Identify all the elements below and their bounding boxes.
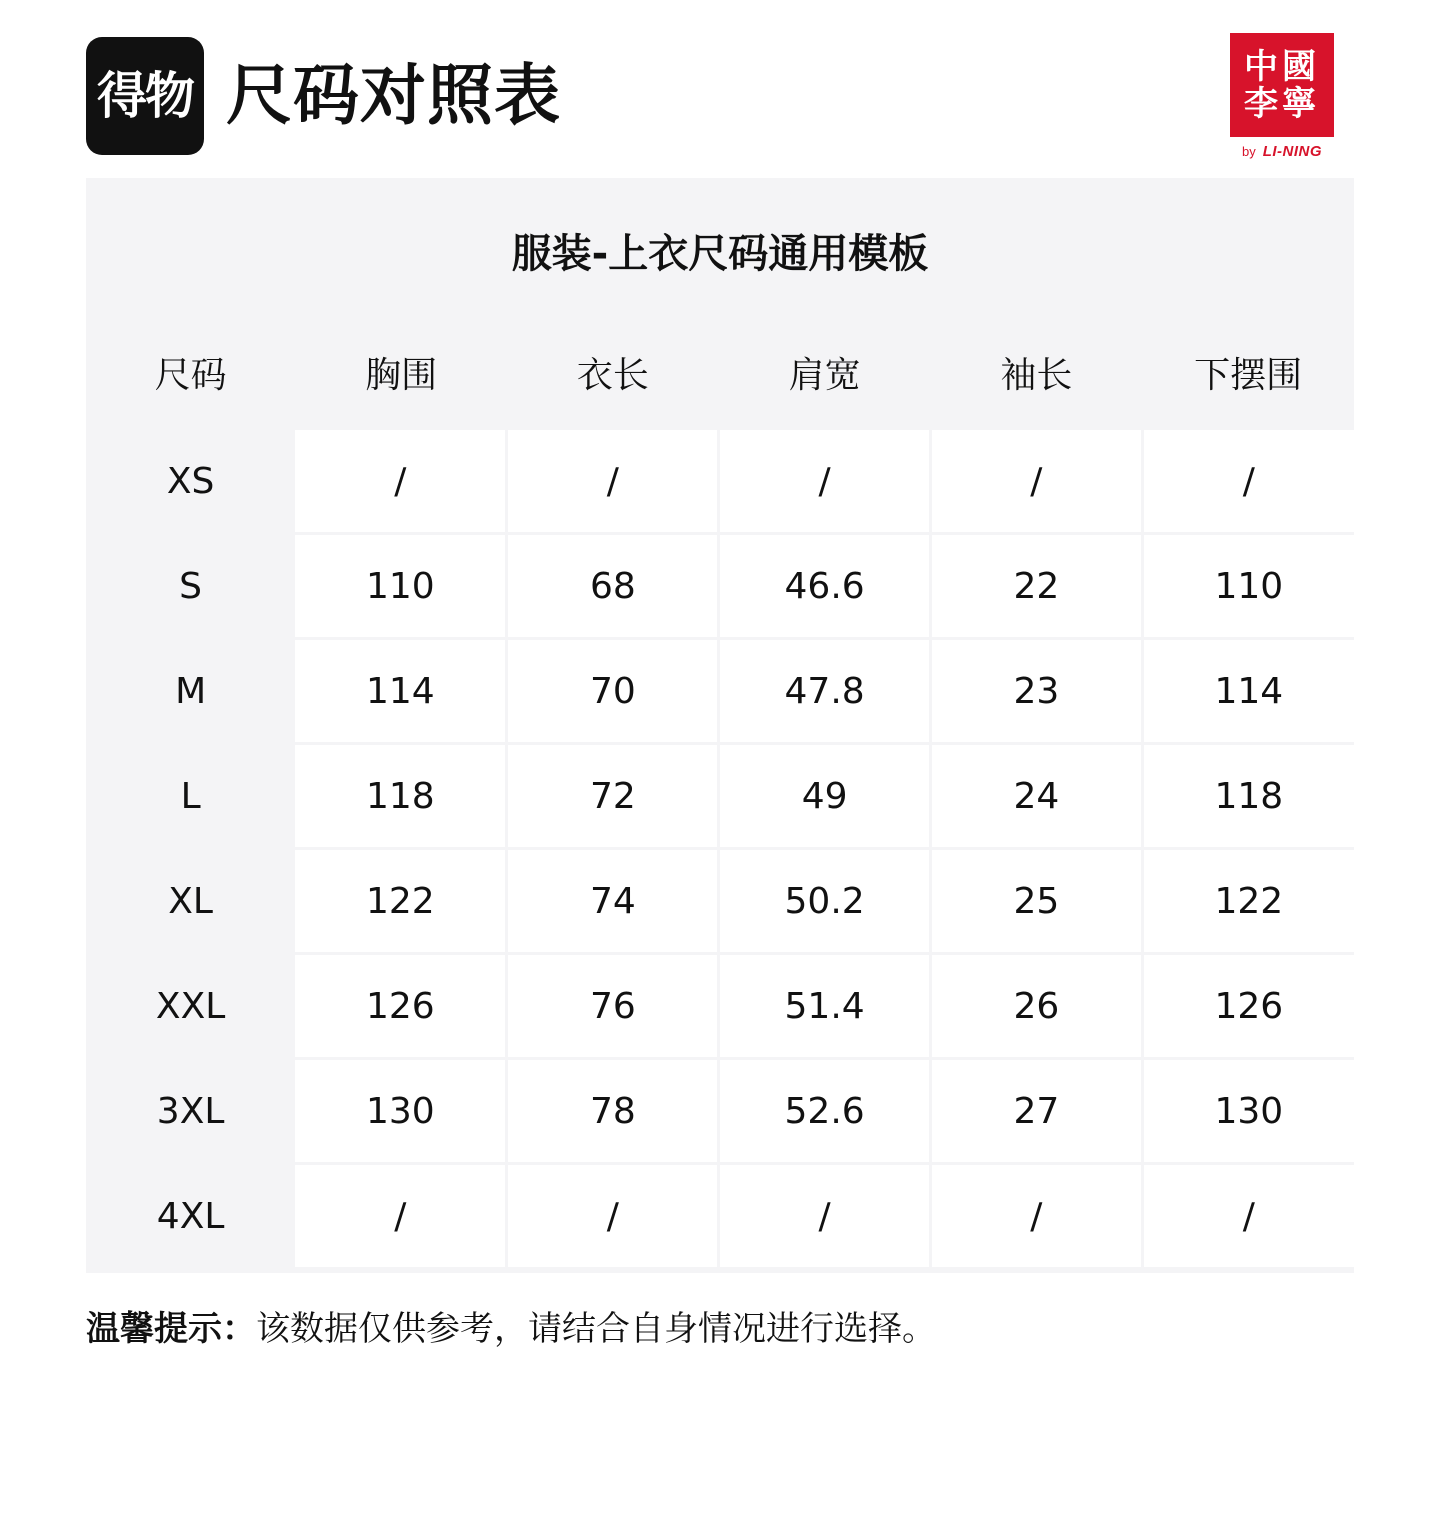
measurement-cell: / [930,430,1142,534]
measurement-cell: 72 [507,744,719,849]
measurement-cell: 126 [295,954,507,1059]
size-label-cell: XL [86,849,295,954]
measurement-cell: / [1142,430,1354,534]
size-label-cell: L [86,744,295,849]
measurement-cell: 118 [1142,744,1354,849]
measurement-cell: 114 [1142,639,1354,744]
table-row [86,430,1354,534]
measurement-cell: 27 [930,1059,1142,1164]
measurement-cell: 130 [1142,1059,1354,1164]
table-row [86,639,1354,744]
table-row [86,954,1354,1059]
measurement-cell: 70 [507,639,719,744]
size-label-cell: XS [86,430,295,534]
size-label-cell: 4XL [86,1164,295,1268]
measurement-cell: / [719,430,931,534]
li-ning-logo [1230,33,1334,160]
measurement-cell: / [1142,1164,1354,1268]
column-header: 袖长 [930,321,1142,430]
measurement-cell: 22 [930,534,1142,639]
li-ning-brand-word: LI-NING [1262,142,1323,160]
measurement-cell: 50.2 [719,849,931,954]
page-title: 尺码对照表 [226,57,561,134]
li-ning-by-word: by [1241,143,1256,159]
size-label-cell: S [86,534,295,639]
measurement-cell: 24 [930,744,1142,849]
table-row [86,1164,1354,1268]
li-ning-seal-icon [1230,33,1334,137]
measurement-cell: 74 [507,849,719,954]
measurement-cell: 78 [507,1059,719,1164]
li-ning-seal-line1: 中國 [1244,46,1320,87]
measurement-cell: 76 [507,954,719,1059]
measurement-cell: 130 [295,1059,507,1164]
measurement-cell: / [507,430,719,534]
measurement-cell: 110 [295,534,507,639]
column-header: 尺码 [86,321,295,430]
li-ning-wordmark [1242,143,1322,160]
dewu-logo-badge: 得物 [86,37,204,155]
measurement-cell: 68 [507,534,719,639]
measurement-cell: / [295,1164,507,1268]
measurement-cell: 52.6 [719,1059,931,1164]
size-label-cell: 3XL [86,1059,295,1164]
tip-label: 温馨提示： [86,1309,256,1349]
table-header-row [86,321,1354,430]
page-header [0,0,1440,170]
brand-group [86,37,561,155]
measurement-cell: 122 [1142,849,1354,954]
size-label-cell: XXL [86,954,295,1059]
table-row [86,744,1354,849]
size-table-head [86,321,1354,430]
measurement-cell: 25 [930,849,1142,954]
measurement-cell: / [930,1164,1142,1268]
size-chart-table [86,321,1354,1267]
measurement-cell: 49 [719,744,931,849]
measurement-cell: / [719,1164,931,1268]
measurement-cell: / [295,430,507,534]
tip-text: 该数据仅供参考，请结合自身情况进行选择。 [256,1309,936,1349]
column-header: 下摆围 [1142,321,1354,430]
column-header: 胸围 [295,321,507,430]
size-table-body [86,430,1354,1267]
size-table-caption: 服装-上衣尺码通用模板 [511,231,929,277]
measurement-cell: 118 [295,744,507,849]
table-row [86,534,1354,639]
size-table-panel [86,178,1354,1273]
measurement-cell: 114 [295,639,507,744]
measurement-cell: 126 [1142,954,1354,1059]
measurement-cell: 26 [930,954,1142,1059]
table-row [86,1059,1354,1164]
li-ning-seal-line2: 李寧 [1244,83,1320,124]
measurement-cell: / [507,1164,719,1268]
measurement-cell: 46.6 [719,534,931,639]
tip-note [86,1307,1354,1351]
measurement-cell: 47.8 [719,639,931,744]
measurement-cell: 122 [295,849,507,954]
measurement-cell: 23 [930,639,1142,744]
measurement-cell: 110 [1142,534,1354,639]
column-header: 肩宽 [719,321,931,430]
size-label-cell: M [86,639,295,744]
measurement-cell: 51.4 [719,954,931,1059]
table-row [86,849,1354,954]
column-header: 衣长 [507,321,719,430]
